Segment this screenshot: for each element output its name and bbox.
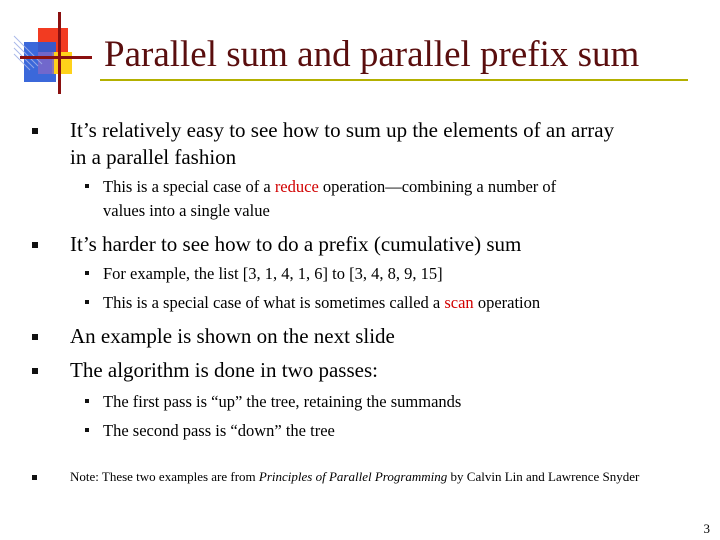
note-text: by Calvin Lin and Lawrence Snyder	[447, 469, 640, 484]
page-number: 3	[703, 521, 710, 536]
square-bullet-icon	[32, 475, 37, 480]
bullet-4-sub-2	[103, 420, 335, 441]
bullet-4-sub-1	[103, 391, 461, 412]
square-bullet-icon	[85, 184, 89, 188]
bullet-3-text: An example is shown on the next slide	[70, 324, 395, 348]
square-bullet-icon	[85, 399, 89, 403]
bullet-2-sub-1	[103, 263, 443, 284]
sub-text: operation	[473, 293, 541, 312]
square-bullet-icon	[32, 128, 38, 134]
bullet-2-sub-2	[103, 292, 540, 313]
source-note	[70, 469, 639, 485]
bullet-1-sub-1-continued	[103, 200, 270, 221]
sub-text: The first pass is “up” the tree, retaining the summands	[103, 392, 462, 411]
note-text: Note: These two examples are from	[70, 469, 259, 484]
square-bullet-icon	[85, 300, 89, 304]
bullet-1-continued	[70, 144, 236, 170]
decorative-logo-icon	[12, 8, 92, 94]
sub-text: For example, the list [3, 1, 4, 1, 6] to [3, 4, 8, 9, 15]	[103, 264, 443, 283]
square-bullet-icon	[32, 368, 38, 374]
bullet-1	[70, 117, 614, 143]
title-underline	[100, 79, 688, 81]
bullet-1-text-line2: in a parallel fashion	[70, 145, 237, 169]
sub-text: operation—combining a number of	[318, 177, 557, 196]
square-bullet-icon	[32, 334, 38, 340]
bullet-2-text: It’s harder to see how to do a prefix (cumulative) sum	[70, 232, 522, 256]
sub-text: This is a special case of a	[103, 177, 275, 196]
square-bullet-icon	[32, 242, 38, 248]
bullet-1-text-line1: It’s relatively easy to see how to sum up the elements of an array	[70, 118, 615, 142]
bullet-3	[70, 323, 395, 349]
book-title: Principles of Parallel Programming	[258, 469, 448, 484]
term-reduce: reduce	[274, 177, 319, 196]
sub-text: values into a single value	[103, 201, 270, 220]
sub-text: The second pass is “down” the tree	[103, 421, 335, 440]
bullet-2	[70, 231, 521, 257]
square-bullet-icon	[85, 428, 89, 432]
bullet-1-sub-1	[103, 176, 556, 197]
slide-title: Parallel sum and parallel prefix sum	[104, 34, 640, 75]
square-bullet-icon	[85, 271, 89, 275]
bullet-4	[70, 357, 378, 383]
term-scan: scan	[444, 293, 474, 312]
bullet-4-text: The algorithm is done in two passes:	[70, 358, 378, 382]
sub-text: This is a special case of what is sometimes called a	[103, 293, 445, 312]
